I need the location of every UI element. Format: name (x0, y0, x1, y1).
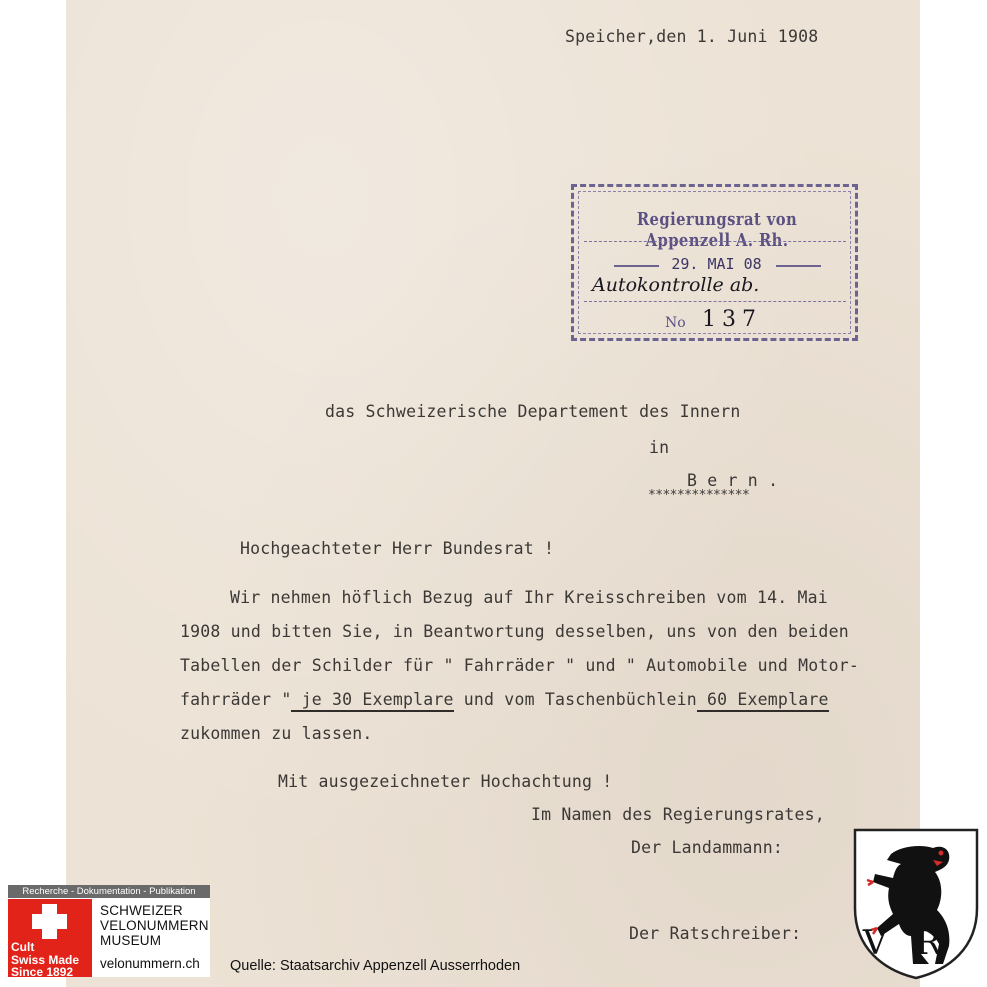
badge-line: Swiss Made (11, 952, 80, 967)
badge-line: Cult (11, 940, 35, 954)
appenzell-crest-icon (851, 826, 981, 981)
addressee-city: B e r n . (687, 471, 779, 490)
museum-name (100, 903, 209, 948)
logo-tagline: Recherche - Dokumentation - Publikation (8, 885, 210, 898)
stamp-arrow-right (776, 265, 821, 267)
museum-name-line: MUSEUM (100, 933, 162, 948)
signature-line: Im Namen des Regierungsrates, (531, 805, 825, 824)
underlined-quantity: 60 Exemplare (697, 690, 829, 712)
stamp-number-label: No (665, 315, 686, 331)
badge-line: Since 1892 (11, 965, 74, 979)
salutation: Hochgeachteter Herr Bundesrat ! (240, 539, 555, 558)
stamp-arrow-left (614, 265, 659, 267)
stamp-title: Regierungsrat von Appenzell A. Rh. (636, 209, 798, 251)
stamp-handwritten-register: Autokontrolle ab. (592, 274, 760, 296)
crest-letters: VR (862, 923, 970, 963)
body-line (180, 690, 829, 709)
body-text: fahrräder " (180, 690, 292, 709)
underlined-quantity: je 30 Exemplare (291, 690, 453, 712)
stamp-number-value: 137 (702, 307, 762, 332)
body-line: Wir nehmen höflich Bezug auf Ihr Kreisschreiben vom 14. Mai (230, 588, 828, 607)
letter-paper (66, 0, 920, 987)
stamp-date: 29. MAI 08 (671, 255, 762, 273)
body-line: 1908 und bitten Sie, in Beantwortung desselben, uns von den beiden (180, 622, 849, 641)
letter-place-date: Speicher,den 1. Juni 1908 (565, 27, 819, 46)
museum-url: velonummern.ch (100, 956, 200, 971)
stamp-divider (584, 241, 846, 242)
museum-name-line: VELONUMMERN (100, 918, 209, 933)
addressee-line: das Schweizerische Departement des Innern (325, 402, 741, 421)
body-line: Tabellen der Schilder für " Fahrräder " und " Automobile und Motor- (180, 656, 859, 675)
signature-line: Der Ratschreiber: (629, 924, 802, 943)
museum-name-line: SCHWEIZER (100, 903, 183, 918)
swiss-flag-badge (8, 899, 92, 977)
museum-logo (8, 885, 210, 977)
addressee-rule: ************** (648, 488, 750, 503)
badge-text (11, 941, 79, 979)
addressee-in: in (649, 438, 670, 457)
registry-stamp (571, 184, 858, 341)
body-line: zukommen zu lassen. (180, 724, 373, 743)
body-text: und vom Taschenbüchlein (453, 690, 697, 709)
swiss-cross-icon (32, 914, 67, 929)
closing: Mit ausgezeichneter Hochachtung ! (278, 772, 613, 791)
stamp-divider (584, 301, 846, 302)
signature-line: Der Landammann: (631, 838, 784, 857)
source-credit: Quelle: Staatsarchiv Appenzell Ausserrhoden (230, 958, 521, 974)
